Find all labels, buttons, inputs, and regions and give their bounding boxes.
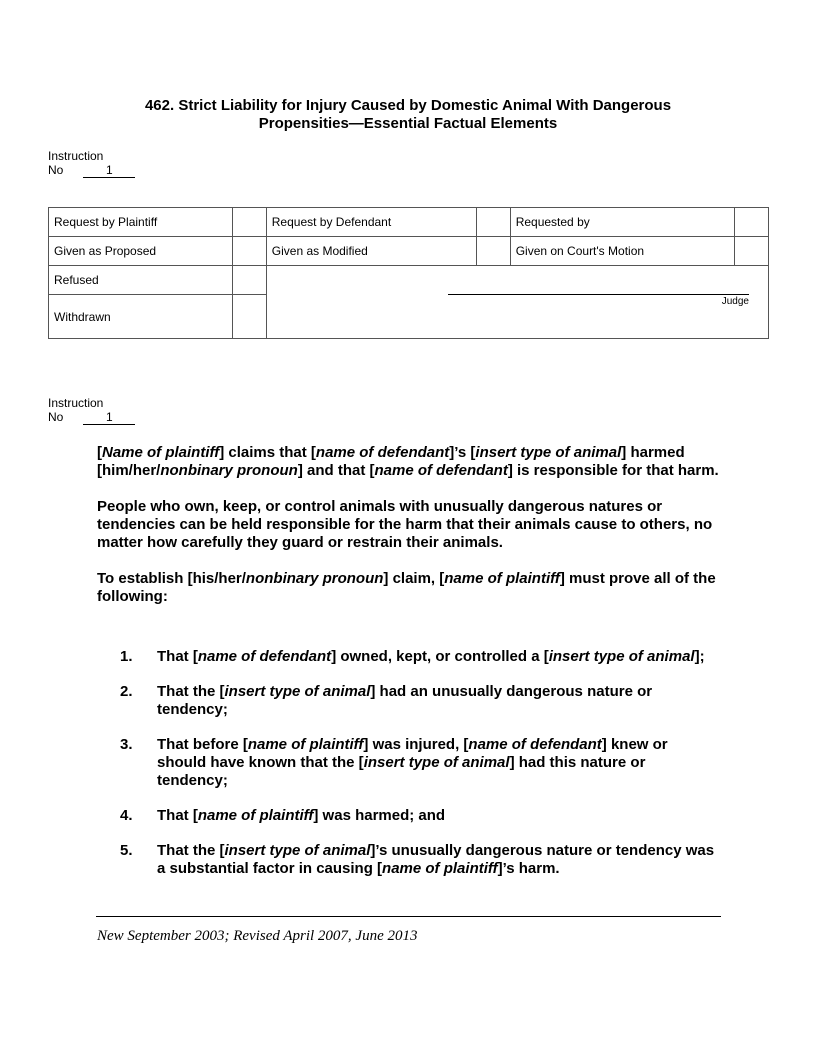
text-segment: That [ <box>157 648 198 665</box>
refused-checkbox[interactable] <box>232 266 266 295</box>
requested-by-label: Requested by <box>510 208 734 237</box>
essential-elements-list <box>120 648 720 895</box>
list-text <box>157 807 445 825</box>
list-item <box>120 842 720 878</box>
text-segment: ] and that [ <box>297 462 375 479</box>
text-segment: ]; <box>694 648 705 665</box>
list-item <box>120 683 720 719</box>
table-row <box>49 208 769 237</box>
instruction-label: Instruction <box>48 149 104 163</box>
given-as-proposed-checkbox[interactable] <box>232 237 266 266</box>
instruction-number: 1 <box>83 164 135 178</box>
request-by-plaintiff-label: Request by Plaintiff <box>49 208 233 237</box>
list-item <box>120 736 720 790</box>
placeholder-text: insert type of animal <box>224 842 371 859</box>
no-label: No <box>48 163 64 177</box>
instruction-number-block-2 <box>48 396 135 425</box>
text-segment: ] must prove all of the following: <box>97 570 716 605</box>
text-segment: That before [ <box>157 736 248 753</box>
given-as-modified-label: Given as Modified <box>266 237 476 266</box>
text-segment: ]’s unusually dangerous nature or tendency was a substantial factor in causing [ <box>157 842 715 877</box>
requested-by-checkbox[interactable] <box>735 208 769 237</box>
instruction-number-block <box>48 149 135 178</box>
list-item <box>120 648 720 666</box>
text-segment: ] had an unusually dangerous nature or tendency; <box>157 683 653 718</box>
text-segment: ] claim, [ <box>383 570 445 587</box>
placeholder-text: name of defendant <box>374 462 508 479</box>
given-on-courts-motion-checkbox[interactable] <box>735 237 769 266</box>
placeholder-text: insert type of animal <box>475 444 622 461</box>
instruction-number: 1 <box>83 411 135 425</box>
given-as-modified-checkbox[interactable] <box>476 237 510 266</box>
list-number: 2. <box>120 683 133 700</box>
refused-label: Refused <box>49 266 233 295</box>
placeholder-text: insert type of animal <box>363 754 510 771</box>
paragraph <box>97 498 725 552</box>
table-row <box>49 266 769 295</box>
withdrawn-checkbox[interactable] <box>232 295 266 339</box>
placeholder-text: name of plaintiff <box>382 860 498 877</box>
text-segment: ] was harmed; and <box>313 807 446 824</box>
placeholder-text: name of defendant <box>468 736 602 753</box>
placeholder-text: name of defendant <box>315 444 450 461</box>
request-by-defendant-checkbox[interactable] <box>476 208 510 237</box>
text-segment: ] knew or should have known that the [ <box>157 736 668 771</box>
placeholder-text: name of plaintiff <box>444 570 560 587</box>
paragraph <box>97 444 725 480</box>
text-segment: ]’s [ <box>449 444 476 461</box>
paragraph <box>97 570 725 606</box>
placeholder-text: name of defendant <box>197 648 332 665</box>
revision-history: New September 2003; Revised April 2007, June 2013 <box>97 928 418 944</box>
request-table <box>48 207 769 339</box>
text-segment: ] had this nature or tendency; <box>157 754 646 789</box>
placeholder-text: insert type of animal <box>224 683 371 700</box>
judge-signature-area <box>266 266 768 339</box>
instruction-body <box>97 444 725 624</box>
table-row <box>49 237 769 266</box>
placeholder-text: nonbinary pronoun <box>245 570 384 587</box>
request-by-defendant-label: Request by Defendant <box>266 208 476 237</box>
placeholder-text: name of plaintiff <box>197 807 314 824</box>
given-on-courts-motion-label: Given on Court's Motion <box>510 237 734 266</box>
instruction-title <box>0 97 816 133</box>
request-by-plaintiff-checkbox[interactable] <box>232 208 266 237</box>
no-label: No <box>48 410 64 424</box>
text-segment: ]’s harm. <box>497 860 560 877</box>
placeholder-text: nonbinary pronoun <box>160 462 298 479</box>
divider <box>96 916 721 917</box>
given-as-proposed-label: Given as Proposed <box>49 237 233 266</box>
list-text <box>157 648 705 666</box>
list-number: 4. <box>120 807 133 824</box>
placeholder-text: Name of plaintiff <box>102 444 220 461</box>
list-text <box>157 842 720 878</box>
list-number: 5. <box>120 842 133 859</box>
list-number: 1. <box>120 648 133 665</box>
title-line-2: Propensities—Essential Factual Elements <box>258 115 558 132</box>
placeholder-text: name of plaintiff <box>247 736 364 753</box>
list-text <box>157 736 720 790</box>
judge-label: Judge <box>721 296 749 307</box>
title-line-1: 462. Strict Liability for Injury Caused by Domestic Animal With Dangerous <box>144 97 672 114</box>
text-segment: That [ <box>157 807 198 824</box>
placeholder-text: insert type of animal <box>548 648 695 665</box>
text-segment: People who own, keep, or control animals with unusually dangerous natures or tendencies can be held responsible for the harm that their animals cause to others, no matter how carefully they guard or restrain their animals. <box>97 498 713 551</box>
text-segment: That the [ <box>157 683 225 700</box>
text-segment: ] owned, kept, or controlled a [ <box>331 648 549 665</box>
text-segment: ] was injured, [ <box>363 736 469 753</box>
withdrawn-label: Withdrawn <box>49 295 233 339</box>
list-text <box>157 683 720 719</box>
text-segment: To establish [his/her/ <box>97 570 246 587</box>
text-segment: ] is responsible for that harm. <box>507 462 719 479</box>
text-segment: ] claims that [ <box>219 444 316 461</box>
list-number: 3. <box>120 736 133 753</box>
text-segment: ] harmed [him/her/ <box>97 444 685 479</box>
text-segment: [ <box>97 444 102 461</box>
judge-signature-line[interactable] <box>448 294 749 295</box>
list-item <box>120 807 720 825</box>
text-segment: That the [ <box>157 842 225 859</box>
instruction-label: Instruction <box>48 396 104 410</box>
